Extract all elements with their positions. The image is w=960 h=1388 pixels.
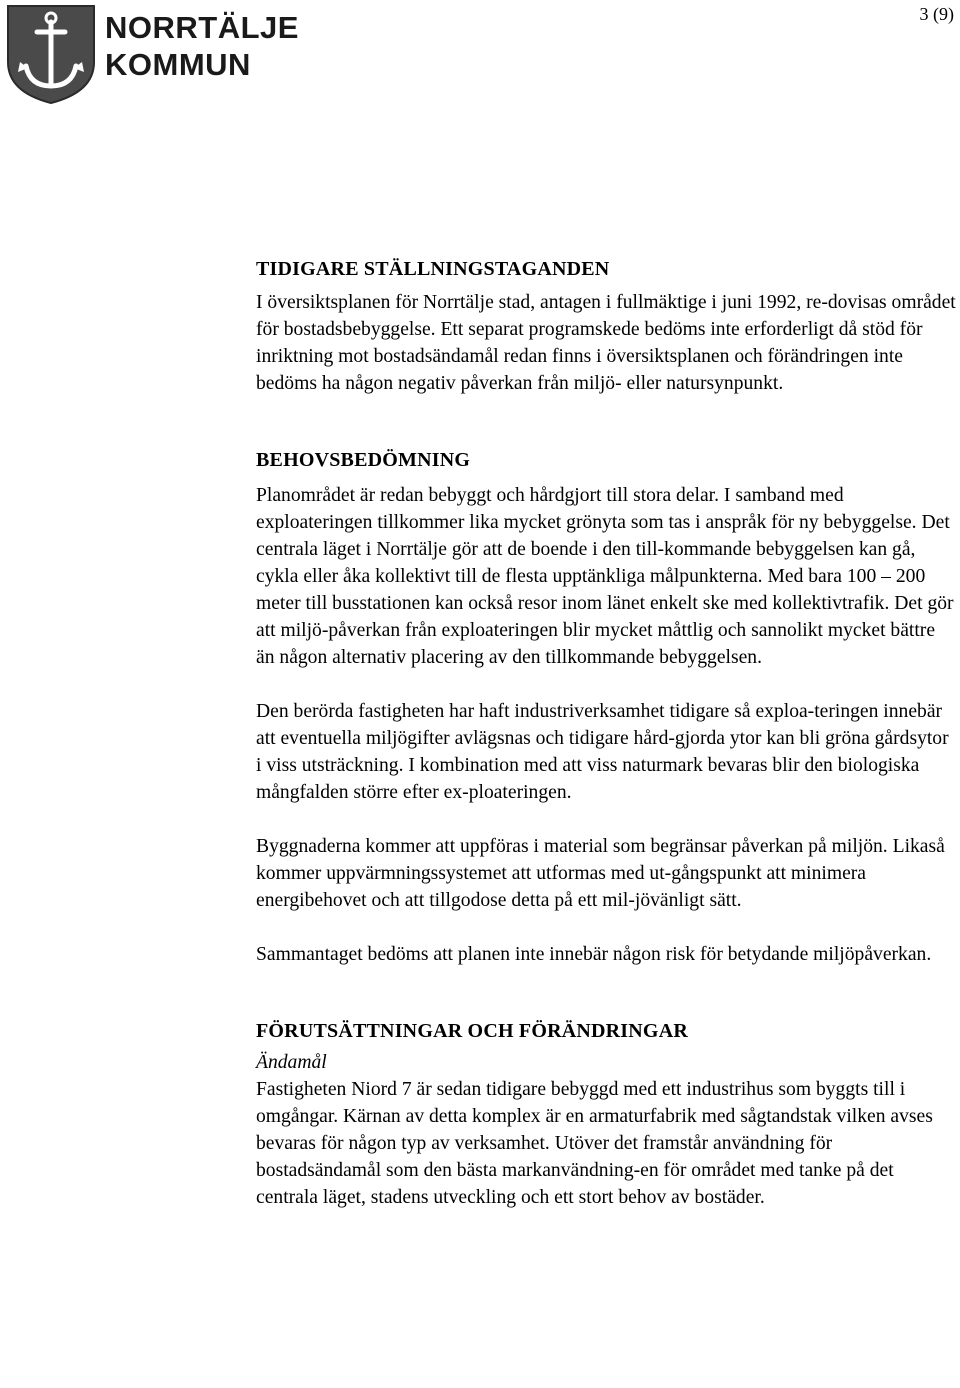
paragraph: I översiktsplanen för Norrtälje stad, antagen i fullmäktige i juni 1992, re-dovisas området för bostadsbebyggelse. Ett separat programskede bedöms inte erforderligt då stöd för inriktning mot bostadsändamål redan finns i översiktsplanen och förändringen inte bedöms ha någon negativ påverkan från miljö- eller natursynpunkt. <box>256 292 956 394</box>
section-heading: BEHOVSBEDÖMNING <box>256 449 471 471</box>
logo-line-1: NORRTÄLJE <box>105 10 299 45</box>
subheading: Ändamål <box>256 1052 327 1073</box>
section-heading: FÖRUTSÄTTNINGAR OCH FÖRÄNDRINGAR <box>256 1020 688 1042</box>
logo-line-2: KOMMUN <box>105 47 251 82</box>
paragraph: Planområdet är redan bebyggt och hårdgjort till stora delar. I samband med exploateringen tillkommer lika mycket grönyta som tas i anspråk för ny bebyggelse. Det centrala läget i Norrtälje gör att de boende i den till-kommande bebyggelsen kan gå, cykla eller åka kollektivt till de flesta upptänkliga målpunkterna. Med bara 100 – 200 meter till busstationen kan också resor inom länet enkelt ske med kollektivtrafik. Det gör att miljö-påverkan från exploateringen blir mycket måttlig och sannolikt mycket bättre än någon alternativ placering av den tillkommande bebyggelsen. <box>256 485 954 668</box>
document-body <box>256 256 956 1211</box>
section-heading: TIDIGARE STÄLLNINGSTAGANDEN <box>256 258 610 280</box>
paragraph: Sammantaget bedöms att planen inte innebär någon risk för betydande miljöpåverkan. <box>256 944 932 965</box>
paragraph: Byggnaderna kommer att uppföras i material som begränsar påverkan på miljön. Likaså kommer uppvärmningssystemet att utformas med ut-gångspunkt att minimera energibehovet och att tillgodose detta på ett mil-jövänligt sätt. <box>256 836 945 911</box>
page-number: 3 (9) <box>919 4 954 24</box>
paragraph: Den berörda fastigheten har haft industriverksamhet tidigare så exploa-teringen innebär att eventuella miljögifter avlägsnas och tidigare hård-gjorda ytor kan bli gröna gårdsytor i viss utsträckning. I kombination med att viss naturmark bevaras blir den biologiska mångfalden större efter ex-ploateringen. <box>256 701 949 803</box>
municipality-logo <box>4 2 299 106</box>
paragraph: Fastigheten Niord 7 är sedan tidigare bebyggd med ett industrihus som byggts till i omgångar. Kärnan av detta komplex är en armaturfabrik med sågtandstak vilken avses bevaras för någon typ av verksamhet. Utöver det framstår användning för bostadsändamål som den bästa markanvändning-en för området med tanke på det centrala läget, stadens utveckling och ett stort behov av bostäder. <box>256 1079 933 1208</box>
coat-of-arms-icon <box>4 2 100 106</box>
